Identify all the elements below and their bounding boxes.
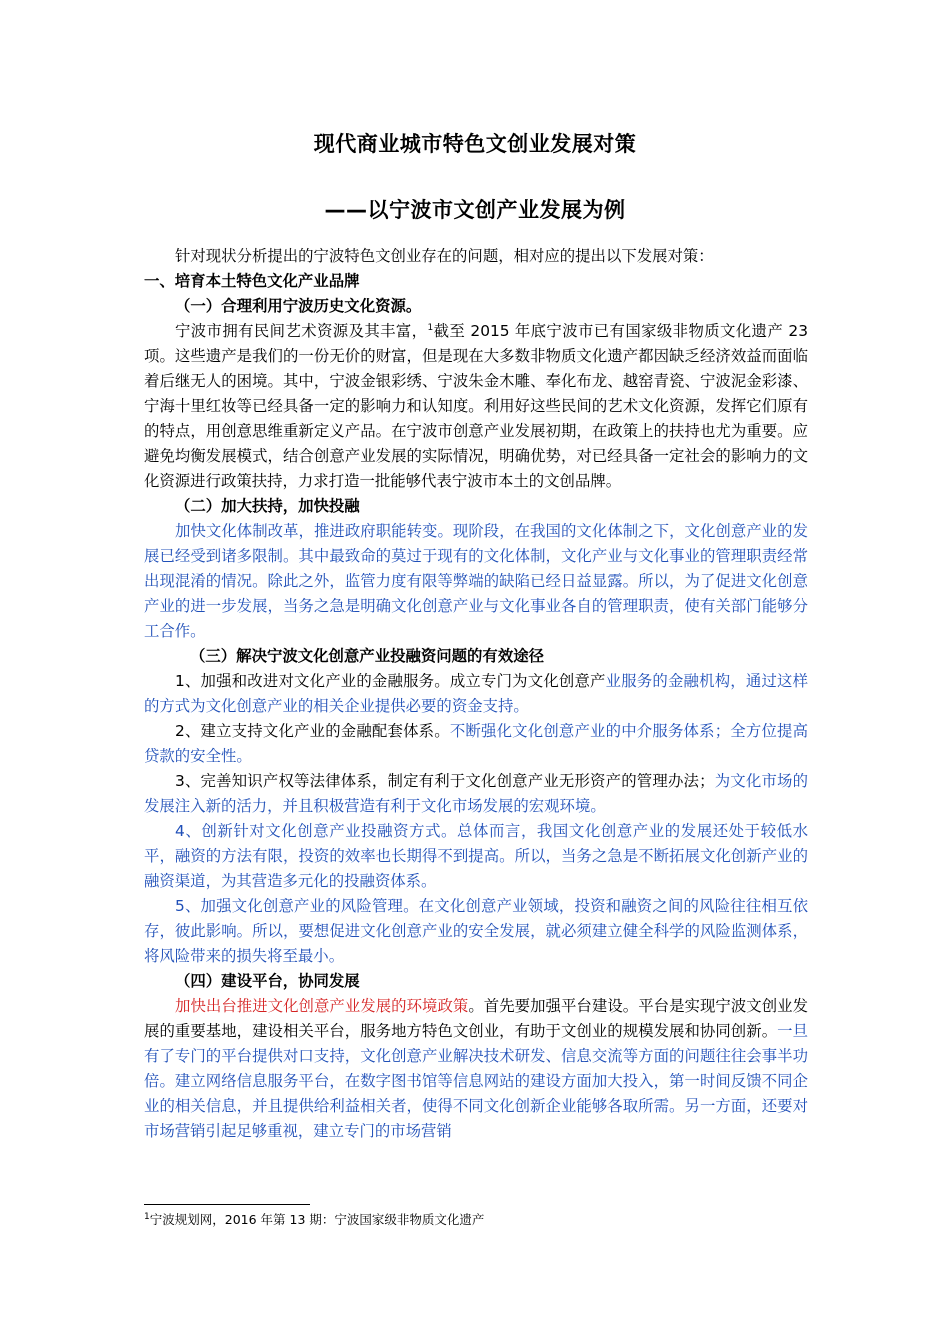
item-text: 3、完善知识产权等法律体系，制定有利于文化创意产业无形资产的管理办法； — [175, 772, 715, 790]
list-item-4: 4、创新针对文化创意产业投融资方式。总体而言，我国文化创意产业的发展还处于较低水平，融资的方法有限，投资的效率也长期得不到提高。所以，当务之急是不断拓展文化创新产业的融资渠道，为其营造多元化的投融资体系。 — [144, 822, 808, 890]
footnote — [144, 1211, 484, 1229]
item-text-highlight: 不断强化文化创意产业的中介服务体系；全方位提高贷款的安全性。 — [144, 722, 808, 765]
paragraph-text-red: 加快出台推进文化创意产业发展的环境政策 — [175, 997, 469, 1015]
list-item-5: 5、加强文化创意产业的风险管理。在文化创意产业领域，投资和融资之间的风险往往相互依存，彼此影响。所以，要想促进文化创意产业的安全发展，就必须建立健全科学的风险监测体系，将风险带来的损失将至最小。 — [144, 897, 808, 965]
footnote-text: 宁波规划网，2016 年第 13 期：宁波国家级非物质文化遗产 — [149, 1212, 485, 1227]
paragraph-support: 加快文化体制改革，推进政府职能转变。现阶段，在我国的文化体制之下，文化创意产业的发展已经受到诸多限制。其中最致命的莫过于现有的文化体制，文化产业与文化事业的管理职责经常出现混淆的情况。除此之外，监管力度有限等弊端的缺陷已经日益显露。所以，为了促进文化创意产业的进一步发展，当务之急是明确文化创意产业与文化事业各自的管理职责，使有关部门能够分工合作。 — [144, 522, 808, 640]
section-heading-1: 一、培育本土特色文化产业品牌 — [144, 272, 360, 290]
item-text: 1、加强和改进对文化产业的金融服务。成立专门为文化创意产 — [175, 672, 606, 690]
footnote-reference[interactable]: 1 — [427, 322, 434, 333]
document-subtitle: ——以宁波市文创产业发展为例 — [324, 198, 626, 222]
item-text: 2、建立支持文化产业的金融配套体系。 — [175, 722, 450, 740]
paragraph-platform — [144, 994, 808, 1144]
list-item-1 — [144, 669, 808, 719]
list-item-3 — [144, 769, 808, 819]
subsection-heading-4: （四）建设平台，协同发展 — [175, 972, 360, 990]
paragraph-text-blue: 一旦有了专门的平台提供对口支持，文化创意产业解决技术研发、信息交流等方面的问题往往会事半功倍。建立网络信息服务平台，在数字图书馆等信息网站的建设方面加大投入，第一时间反馈不同企业的相关信息，并且提供给利益相关者，使得不同文化创新企业能够各取所需。另一方面，还要对市场营销引起足够重视，建立专门的市场营销 — [144, 1022, 808, 1140]
item-text-highlight: 为文化市场的发展注入新的活力，并且积极营造有利于文化市场发展的宏观环境。 — [144, 772, 808, 815]
document-body — [144, 244, 808, 1144]
subsection-heading-2: （二）加大扶持，加快投融 — [175, 497, 360, 515]
footnote-separator — [144, 1204, 310, 1205]
paragraph-heritage — [144, 319, 808, 494]
footnote-mark: 1 — [144, 1211, 150, 1222]
paragraph-text: 宁波市拥有民间艺术资源及其丰富， — [175, 322, 428, 340]
paragraph-text: 截至 2015 年底宁波市已有国家级非物质文化遗产 23 项。这些遗产是我们的一份无价的财富，但是现在大多数非物质文化遗产都因缺乏经济效益而面临着后继无人的困境。其中，宁波金银彩绣、宁波朱金木雕、奉化布龙、越窑青瓷、宁波泥金彩漆、宁海十里红妆等已经具备一定的影响力和认知度。利用好这些民间的艺术文化资源，发挥它们原有的特点，用创意思维重新定义产品。在宁波市创意产业发展初期，在政策上的扶持也尤为重要。应避免均衡发展模式，结合创意产业发展的实际情况，明确优势，对已经具备一定社会的影响力的文化资源进行政策扶持，力求打造一批能够代表宁波市本土的文创品牌。 — [144, 322, 808, 490]
subsection-heading-3: （三）解决宁波文化创意产业投融资问题的有效途径 — [190, 647, 544, 665]
intro-paragraph: 针对现状分析提出的宁波特色文创业存在的问题，相对应的提出以下发展对策： — [175, 247, 714, 265]
list-item-2 — [144, 719, 808, 769]
document-title: 现代商业城市特色文创业发展对策 — [313, 132, 637, 156]
paragraph-text: 。首先要加强平台建设。平台是实现宁波文创业发展的重要基地，建设相关平台，服务地方特色文创业，有助于文创业的规模发展和协同创新。 — [144, 997, 808, 1040]
item-text-highlight: 业服务的金融机构，通过这样的方式为文化创意产业的相关企业提供必要的资金支持。 — [144, 672, 808, 715]
subsection-heading-1: （一）合理利用宁波历史文化资源。 — [175, 297, 422, 315]
